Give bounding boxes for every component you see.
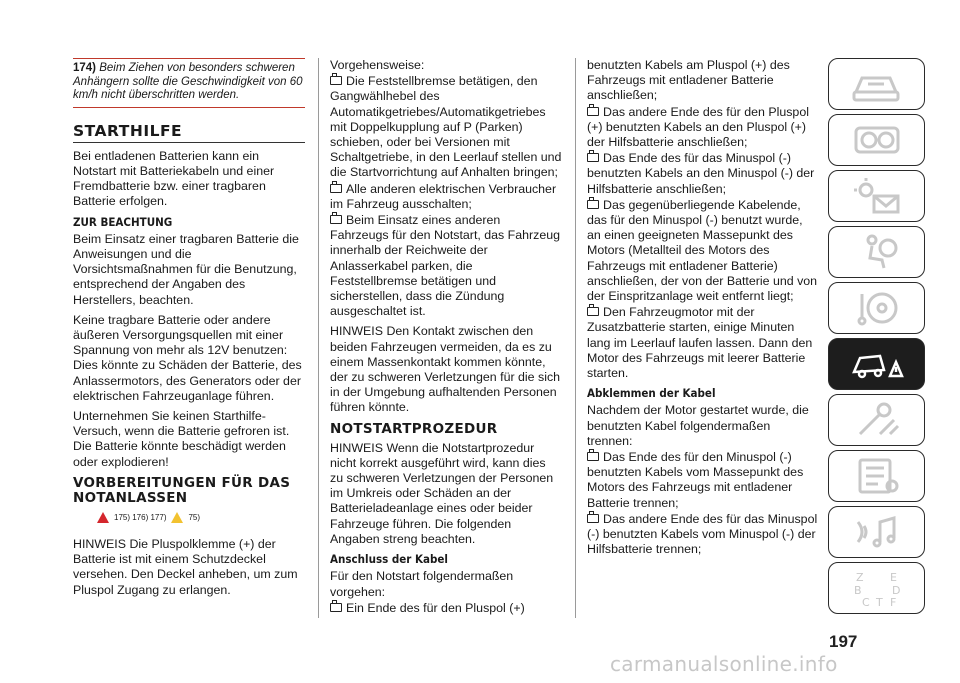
subheading-beachtung: ZUR BEACHTUNG xyxy=(73,214,173,229)
tab-multimedia[interactable] xyxy=(828,506,925,558)
paragraph: HINWEIS Den Kontakt zwischen den beiden Fahrzeugen vermeiden, da es zu einem Massenkontakt kommen könnte, der zu schweren Verletzungen für die sich in der Umgebung aufhaltenden Personen führen könnte. xyxy=(330,324,561,415)
multimedia-icon xyxy=(850,512,904,552)
bullet-item: Ein Ende des für den Pluspol (+) xyxy=(330,601,562,616)
tab-index-letters[interactable] xyxy=(828,562,925,614)
bullet-icon xyxy=(587,307,599,316)
instrument-panel-icon xyxy=(850,120,904,160)
warning-references xyxy=(97,510,305,525)
paragraph: HINWEIS Die Pluspolklemme (+) der Batterie ist mit einem Schutzdeckel versehen. Den Deckel anheben, um zum Pluspol Zugang zu erlangen. xyxy=(73,536,298,597)
tab-steering-wheel[interactable] xyxy=(828,282,925,334)
bullet-item: Beim Einsatz eines anderen Fahrzeugs für den Notstart, das Fahrzeug innerhalb der Reichweite der Anlasserkabel parken, die Feststellbremse betätigen und sicherstellen, dass die Zündung ausgeschaltet ist. xyxy=(330,213,561,319)
index-letter: Z xyxy=(855,571,864,584)
index-letter: T xyxy=(875,596,883,608)
bullet-icon xyxy=(587,200,599,209)
index-letter: F xyxy=(889,596,896,608)
column-divider xyxy=(318,58,319,618)
danger-refs: 175) 176) 177) xyxy=(114,512,167,522)
steering-wheel-icon xyxy=(850,288,904,328)
warning-number: 174) xyxy=(73,62,97,74)
warning-note xyxy=(73,58,305,108)
danger-triangle-icon xyxy=(97,512,109,523)
tab-specs-list[interactable] xyxy=(828,450,925,502)
paragraph: Vorgehensweise: xyxy=(330,58,425,72)
bullet-icon xyxy=(330,603,342,612)
section-heading-vorbereitungen: VORBEREITUNGEN FÜR DAS NOTANLASSEN xyxy=(73,474,291,506)
footer-watermark: carmanualsonline.info xyxy=(610,652,838,676)
tab-breakdown-car[interactable] xyxy=(828,338,925,390)
bullet-item: Den Fahrzeugmotor mit der Zusatzbatterie starten, einige Minuten lang im Leerlauf laufen lassen. Dann den Motor des Fahrzeugs mit leerer Batterie starten. xyxy=(587,305,813,381)
column-3 xyxy=(587,58,819,563)
index-letter: B xyxy=(853,584,862,597)
bullet-item: Das andere Ende des für den Pluspol (+) benutzten Kabels an den Pluspol (+) der Hilfsbatterie anschließen; xyxy=(587,104,809,150)
page-number: 197 xyxy=(829,632,858,651)
bullet-icon xyxy=(587,514,599,523)
sun-mail-icon xyxy=(850,176,904,216)
bullet-item: Das Ende des für das Minuspol (-) benutzten Kabels an den Minuspol (-) der Hilfsbatterie anschließen; xyxy=(587,151,815,196)
bullet-icon xyxy=(587,452,599,461)
warning-text: Beim Ziehen von besonders schweren Anhängern sollte die Geschwindigkeit von 60 km/h nicht überschritten werden. xyxy=(73,62,303,101)
subheading-abklemmen: Abklemmen der Kabel xyxy=(587,386,716,401)
bullet-item: Das gegenüberliegende Kabelende, das für den Minuspol (-) benutzt wurde, an einen geeigneten Massepunkt des Motors (Metallteil des Motors des Fahrzeugs mit entladener Batterie) anschließen, der von der Batterie und von der Einspritzanlage weit entfernt liegt; xyxy=(587,197,818,304)
bullet-icon xyxy=(330,76,342,85)
column-2 xyxy=(330,58,562,621)
breakdown-car-icon xyxy=(850,344,904,384)
tab-airbag-seat[interactable] xyxy=(828,226,925,278)
index-letter: D xyxy=(891,584,900,597)
paragraph: Beim Einsatz einer tragbaren Batterie die Anweisungen und die Vorsichtsmaßnahmen für die Benutzung, entsprechend der Angaben des Herstellers, beachten. xyxy=(73,231,299,307)
bullet-icon xyxy=(330,215,342,224)
tab-car-dashboard[interactable] xyxy=(828,58,925,110)
column-divider xyxy=(575,58,576,618)
paragraph: HINWEIS Wenn die Notstartprozedur nicht korrekt ausgeführt wird, kann dies zu schweren Verletzungen der Personen im Umkreis oder Schäden an der Batterieladeanlage eines oder beider Fahrzeuge führen. Die folgenden Angaben streng beachten. xyxy=(330,440,554,546)
paragraph: Keine tragbare Batterie oder andere äußeren Versorgungsquellen mit einer Spannung von mehr als 12V benutzen: Dies könnte zu Schäden der Batterie, des Anlassermotors, des Generators oder der elektrischen Fahrzeuganlage führen. xyxy=(73,312,302,403)
bullet-item: Das andere Ende des für das Minuspol (-) benutzten Kabels vom Minuspol (-) der Hilfsbatterie trennen; xyxy=(587,511,818,557)
bullet-icon xyxy=(587,153,599,162)
paragraph: Für den Notstart folgendermaßen vorgehen: xyxy=(330,569,514,599)
column-1 xyxy=(73,58,305,603)
section-heading-notstartprozedur: NOTSTARTPROZEDUR xyxy=(330,420,498,437)
airbag-seat-icon xyxy=(850,232,904,272)
bullet-item: Die Feststellbremse betätigen, den Gangwählhebel des Automatikgetriebes/Automatikgetriebes mit Doppelkupplung auf P (Parken) schieben, oder bei Versionen mit Schaltgetriebe, in den Leerlauf stellen und die Startvorrichtung auf Anhalten bringen; xyxy=(330,74,562,180)
paragraph: Bei entladenen Batterien kann ein Notstart mit Batteriekabeln und einer Fremdbatterie bzw. einer tragbaren Batterie erfolgen. xyxy=(73,148,275,209)
paragraph: Nachdem der Motor gestartet wurde, die benutzten Kabel folgendermaßen trennen: xyxy=(587,403,809,448)
paragraph: benutzten Kabels am Pluspol (+) des Fahrzeugs mit entladener Batterie anschließen; xyxy=(587,58,790,103)
caution-triangle-icon xyxy=(171,512,183,523)
tab-instrument-panel[interactable] xyxy=(828,114,925,166)
tab-sun-mail[interactable] xyxy=(828,170,925,222)
tab-service-wrench[interactable] xyxy=(828,394,925,446)
caution-refs: 75) xyxy=(188,512,201,522)
car-dashboard-icon xyxy=(850,64,904,104)
bullet-icon xyxy=(330,184,342,193)
bullet-item: Alle anderen elektrischen Verbraucher im Fahrzeug ausschalten; xyxy=(330,181,557,211)
bullet-item: Das Ende des für den Minuspol (-) benutzten Kabels vom Massepunkt des Motors des Fahrzeugs mit entladener Batterie trennen; xyxy=(587,450,804,510)
bullet-icon xyxy=(587,107,599,116)
index-letters-icon xyxy=(850,568,904,608)
index-letter: E xyxy=(889,571,897,584)
chapter-tabs xyxy=(828,58,927,618)
paragraph: Unternehmen Sie keinen Starthilfe-Versuch, wenn die Batterie gefroren ist. Die Batterie könnte beschädigt werden oder explodieren! xyxy=(73,408,290,469)
section-heading-starthilfe: STARTHILFE xyxy=(73,124,305,143)
subheading-anschluss: Anschluss der Kabel xyxy=(330,552,448,567)
index-letter: C xyxy=(861,596,870,608)
service-wrench-icon xyxy=(850,400,904,440)
specs-list-icon xyxy=(850,456,904,496)
